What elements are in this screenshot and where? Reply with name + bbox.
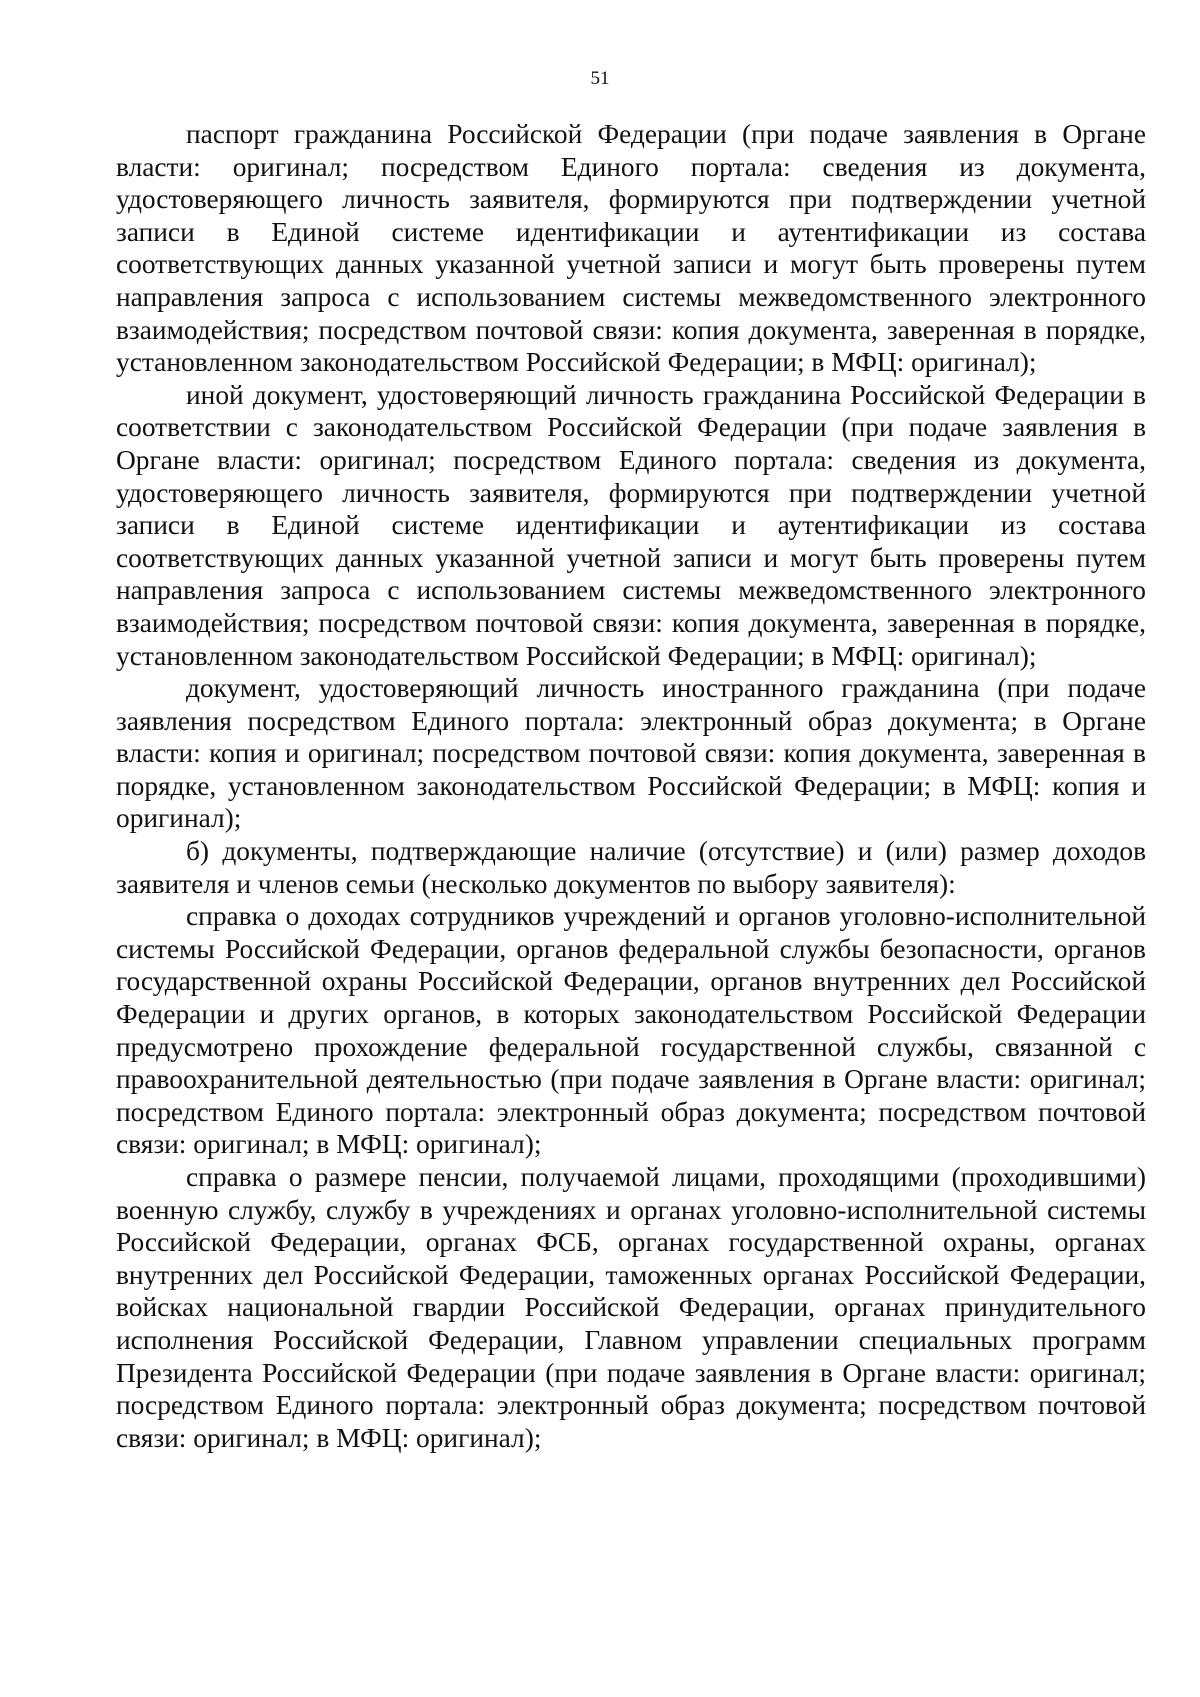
page-number: 51 <box>590 68 610 89</box>
paragraph-foreign-citizen-document: документ, удостоверяющий личность иностранного гражданина (при подаче заявления посредством Единого портала: электронный образ документа; в Органе власти: копия и оригинал; посредством почтовой связи: копия документа, заверенная в порядке, установленном законодательством Российской Федерации; в МФЦ: копия и оригинал); <box>116 673 1146 834</box>
document-body <box>116 118 1146 1454</box>
paragraph-other-identity-document: иной документ, удостоверяющий личность гражданина Российской Федерации в соответствии с законодательством Российской Федерации (при подаче заявления в Органе власти: оригинал; посредством Единого портала: сведения из документа, удостоверяющего личность заявителя, формируются при подтверждении учетной записи в Единой системе идентификации и аутентификации из состава соответствующих данных указанной учетной записи и могут быть проверены путем направления запроса с использованием системы межведомственного электронного взаимодействия; посредством почтовой связи: копия документа, заверенная в порядке, установленном законодательством Российской Федерации; в МФЦ: оригинал); <box>116 379 1146 671</box>
paragraph-passport-rf: паспорт гражданина Российской Федерации (при подаче заявления в Органе власти: оригинал; посредством Единого портала: сведения из документа, удостоверяющего личность заявителя, формируются при подтверждении учетной записи в Единой системе идентификации и аутентификации из состава соответствующих данных указанной учетной записи и могут быть проверены путем направления запроса с использованием системы межведомственного электронного взаимодействия; посредством почтовой связи: копия документа, заверенная в порядке, установленном законодательством Российской Федерации; в МФЦ: оригинал); <box>116 119 1146 378</box>
paragraph-income-documents-heading: б) документы, подтверждающие наличие (отсутствие) и (или) размер доходов заявителя и членов семьи (несколько документов по выбору заявителя): <box>116 836 1146 899</box>
paragraph-pension-certificate: справка о размере пенсии, получаемой лицами, проходящими (проходившими) военную службу, службу в учреждениях и органах уголовно-исполнительной системы Российской Федерации, органах ФСБ, органах государственной охраны, органах внутренних дел Российской Федерации, таможенных органах Российской Федерации, войсках национальной гвардии Российской Федерации, органах принудительного исполнения Российской Федерации, Главном управлении специальных программ Президента Российской Федерации (при подаче заявления в Органе власти: оригинал; посредством Единого портала: электронный образ документа; посредством почтовой связи: оригинал; в МФЦ: оригинал); <box>116 1162 1146 1453</box>
paragraph-income-certificate: справка о доходах сотрудников учреждений и органов уголовно-исполнительной системы Российской Федерации, органов федеральной службы безопасности, органов государственной охраны Российской Федерации, органов внутренних дел Российской Федерации и других органов, в которых законодательством Российской Федерации предусмотрено прохождение федеральной государственной службы, связанной с правоохранительной деятельностью (при подаче заявления в Органе власти: оригинал; посредством Единого портала: электронный образ документа; посредством почтовой связи: оригинал; в МФЦ: оригинал); <box>116 901 1146 1160</box>
